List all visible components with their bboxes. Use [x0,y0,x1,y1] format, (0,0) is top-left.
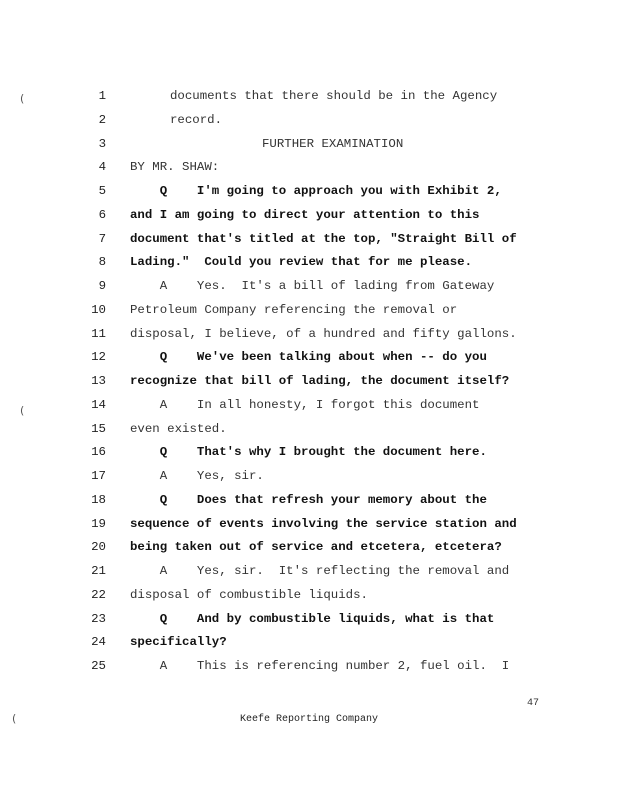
line-number: 17 [91,469,106,483]
line-text: disposal of combustible liquids. [130,587,368,602]
line-number: 24 [91,635,106,650]
line-text: A This is referencing number 2, fuel oil. I [130,659,510,673]
line-text: document that's titled at the top, "Straight Bill of [130,231,517,246]
transcript-line [0,346,618,368]
line-text: Q And by combustible liquids, what is that [130,611,495,626]
line-text: Q We've been talking about when -- do you [130,350,487,365]
transcript-line [0,275,618,297]
transcript-line [0,109,618,131]
transcript-line [0,560,618,582]
line-text: A Yes. It's a bill of lading from Gateway [130,279,495,293]
line-text: A In all honesty, I forgot this document [130,397,480,412]
transcript-line [0,370,618,392]
transcript-line [0,513,618,535]
transcript-line [0,204,618,226]
page-number: 47 [527,698,540,709]
line-text: documents that there should be in the Agency [170,89,498,103]
line-number: 6 [98,207,106,222]
line-number: 20 [91,540,106,555]
line-text: recognize that bill of lading, the document itself? [130,374,510,388]
transcript-line [0,228,618,250]
line-text: A Yes, sir. [130,469,264,483]
transcript-line [0,655,618,677]
line-number: 21 [91,564,106,578]
margin-mark-bottom: ( [12,712,17,725]
line-number: 3 [98,136,106,151]
transcript-line [0,323,618,345]
line-number: 13 [91,374,106,388]
line-text: Q Does that refresh your memory about the [130,492,487,507]
line-number: 14 [91,397,106,412]
line-number: 18 [91,492,106,507]
line-text: record. [170,112,223,127]
transcript-line [0,418,618,440]
line-number: 4 [98,160,106,175]
transcript-line [0,489,618,511]
line-number: 11 [91,326,106,341]
line-number: 19 [91,516,106,531]
line-text: specifically? [130,635,227,650]
line-text: disposal, I believe, of a hundred and fifty gallons. [130,326,517,341]
line-number: 9 [98,279,106,293]
margin-mark-middle: ( [20,404,25,417]
transcript-line [0,394,618,416]
transcript-line [0,536,618,558]
transcript-line [0,133,618,155]
line-number: 7 [98,231,106,246]
transcript-line [0,251,618,273]
line-number: 8 [98,255,106,270]
line-number: 5 [98,184,106,198]
line-number: 16 [91,445,106,460]
margin-mark-top: ( [20,92,25,105]
line-text: and I am going to direct your attention to this [130,207,480,222]
line-number: 23 [91,611,106,626]
line-number: 22 [91,587,106,602]
transcript-line [0,441,618,463]
line-number: 1 [98,89,106,103]
line-text: sequence of events involving the service station and [130,516,517,531]
footer-reporting-company: Keefe Reporting Company [239,714,379,725]
line-number: 12 [91,350,106,365]
line-text: A Yes, sir. It's reflecting the removal and [130,564,510,578]
transcript-line [0,156,618,178]
line-number: 15 [91,421,106,436]
line-number: 25 [91,659,106,673]
transcript-line [0,584,618,606]
line-number: 2 [98,112,106,127]
transcript-line [0,465,618,487]
line-text: Lading." Could you review that for me please. [130,255,473,270]
transcript-line [0,85,618,107]
transcript-line [0,631,618,653]
line-text: Q I'm going to approach you with Exhibit 2, [130,184,502,198]
transcript-line [0,299,618,321]
line-number: 10 [91,302,106,317]
line-text: BY MR. SHAW: [130,160,220,175]
transcript-line [0,180,618,202]
line-text: FURTHER EXAMINATION [262,136,404,151]
transcript-line [0,608,618,630]
line-text: Petroleum Company referencing the removal or [130,302,458,317]
line-text: being taken out of service and etcetera, etcetera? [130,540,502,555]
line-text: Q That's why I brought the document here. [130,445,487,460]
line-text: even existed. [130,421,227,436]
